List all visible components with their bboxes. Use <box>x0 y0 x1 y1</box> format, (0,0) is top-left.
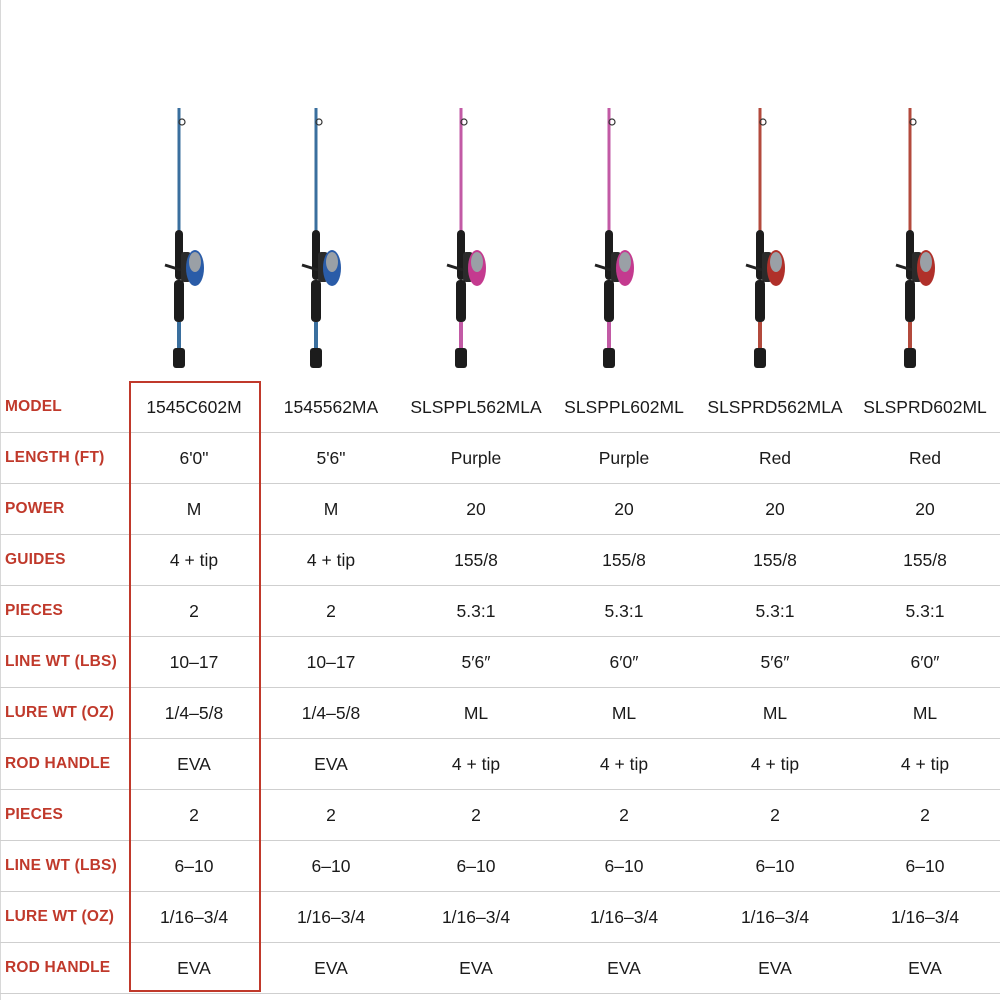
table-cell: 1/16–3/4 <box>441 906 511 927</box>
table-cell: 2 <box>619 804 629 825</box>
table-cell: EVA <box>177 957 211 978</box>
rear-grip <box>755 280 765 322</box>
table-cell: M <box>186 498 202 519</box>
butt-cap <box>603 348 615 368</box>
table-row <box>0 637 1000 688</box>
table-cell: Red <box>758 447 792 468</box>
table-cell: M <box>323 498 339 519</box>
table-cell: SLSPPL602ML <box>564 396 684 417</box>
rod-6 <box>896 108 935 368</box>
rod-5 <box>746 108 785 368</box>
table-cell: EVA <box>459 957 493 978</box>
table-cell: 1/16–3/4 <box>159 906 229 927</box>
table-cell: 1/16–3/4 <box>296 906 366 927</box>
table-row <box>0 790 1000 841</box>
table-cell: SLSPPL562MLA <box>410 396 542 417</box>
table-cell: EVA <box>607 957 641 978</box>
table-cell: 4 + tip <box>169 549 219 570</box>
table-cell: 1/16–3/4 <box>890 906 960 927</box>
table-cell: 4 + tip <box>750 753 800 774</box>
table-cell: 20 <box>466 498 486 519</box>
reel-spool <box>471 252 483 272</box>
table-cell: 6–10 <box>604 855 644 876</box>
row-label: POWER <box>5 500 65 517</box>
rod-4 <box>595 108 634 368</box>
rear-grip <box>456 280 466 322</box>
rod-1 <box>165 108 204 368</box>
table-cell: 10–17 <box>306 651 356 672</box>
table-cell: 5'6" <box>316 447 346 468</box>
rear-grip <box>604 280 614 322</box>
table-cell: 6–10 <box>905 855 945 876</box>
table-cell: ML <box>762 702 788 723</box>
table-cell: EVA <box>908 957 942 978</box>
table-cell: 5.3:1 <box>755 600 795 621</box>
table-cell: 5.3:1 <box>604 600 644 621</box>
table-row <box>0 892 1000 943</box>
reel-spool <box>770 252 782 272</box>
table-cell: ML <box>611 702 637 723</box>
table-cell: 4 + tip <box>451 753 501 774</box>
table-cell: 6′0″ <box>609 651 639 672</box>
row-label: ROD HANDLE <box>5 959 111 976</box>
table-cell: 10–17 <box>169 651 219 672</box>
table-cell: 1545562MA <box>283 396 379 417</box>
rear-grip <box>174 280 184 322</box>
table-row <box>0 535 1000 586</box>
table-cell: 155/8 <box>753 549 797 570</box>
table-row <box>0 841 1000 892</box>
table-cell: 2 <box>189 600 199 621</box>
row-label: LURE WT (OZ) <box>5 908 115 925</box>
table-cell: 4 + tip <box>900 753 950 774</box>
table-cell: SLSPRD602ML <box>863 396 987 417</box>
table-cell: 6–10 <box>456 855 496 876</box>
butt-cap <box>904 348 916 368</box>
table-cell: 2 <box>326 600 336 621</box>
row-label: ROD HANDLE <box>5 755 111 772</box>
table-cell: 1/16–3/4 <box>740 906 810 927</box>
row-label: LINE WT (LBS) <box>5 653 117 670</box>
table-cell: 5′6″ <box>461 651 491 672</box>
table-cell: 5.3:1 <box>456 600 496 621</box>
table-cell: 1545C602M <box>146 396 242 417</box>
table-cell: 4 + tip <box>599 753 649 774</box>
butt-cap <box>754 348 766 368</box>
table-cell: 1/4–5/8 <box>301 702 361 723</box>
butt-cap <box>455 348 467 368</box>
row-label: LINE WT (LBS) <box>5 857 117 874</box>
table-cell: 155/8 <box>903 549 947 570</box>
table-row <box>0 433 1000 484</box>
butt-cap <box>310 348 322 368</box>
row-label: PIECES <box>5 602 64 619</box>
rear-grip <box>905 280 915 322</box>
reel-spool <box>920 252 932 272</box>
table-cell: EVA <box>314 753 348 774</box>
table-cell: 6'0" <box>179 447 209 468</box>
table-cell: SLSPRD562MLA <box>707 396 843 417</box>
table-cell: 5′6″ <box>760 651 790 672</box>
table-cell: ML <box>463 702 489 723</box>
rod-illustrations <box>0 0 1000 382</box>
table-cell: 6–10 <box>311 855 351 876</box>
table-cell: 2 <box>471 804 481 825</box>
table-cell: 155/8 <box>602 549 646 570</box>
table-cell: 2 <box>770 804 780 825</box>
table-row <box>0 484 1000 535</box>
rod-2 <box>302 108 341 368</box>
row-label: GUIDES <box>5 551 66 568</box>
row-label: MODEL <box>5 398 62 415</box>
row-label: LENGTH (FT) <box>5 449 105 466</box>
table-cell: 6′0″ <box>910 651 940 672</box>
table-cell: EVA <box>177 753 211 774</box>
table-cell: 155/8 <box>454 549 498 570</box>
table-cell: 1/16–3/4 <box>589 906 659 927</box>
table-cell: EVA <box>314 957 348 978</box>
table-row <box>0 943 1000 994</box>
rod-3 <box>447 108 486 368</box>
rear-grip <box>311 280 321 322</box>
table-cell: 4 + tip <box>306 549 356 570</box>
table-cell: 20 <box>915 498 935 519</box>
table-cell: 1/4–5/8 <box>164 702 224 723</box>
table-cell: 20 <box>765 498 785 519</box>
rod-images <box>0 0 1000 382</box>
table-cell: Purple <box>450 447 502 468</box>
reel-spool <box>619 252 631 272</box>
butt-cap <box>173 348 185 368</box>
table-row <box>0 688 1000 739</box>
row-label: PIECES <box>5 806 64 823</box>
table-cell: 6–10 <box>174 855 214 876</box>
reel-spool <box>326 252 338 272</box>
table-row <box>0 586 1000 637</box>
table-cell: 2 <box>920 804 930 825</box>
row-label: LURE WT (OZ) <box>5 704 115 721</box>
table-cell: EVA <box>758 957 792 978</box>
table-row <box>0 739 1000 790</box>
table-cell: ML <box>912 702 938 723</box>
reel-spool <box>189 252 201 272</box>
table-cell: Purple <box>598 447 650 468</box>
table-cell: 20 <box>614 498 634 519</box>
spec-table <box>0 382 1000 994</box>
table-row <box>0 382 1000 433</box>
table-cell: Red <box>908 447 942 468</box>
table-cell: 6–10 <box>755 855 795 876</box>
table-cell: 5.3:1 <box>905 600 945 621</box>
table-cell: 2 <box>189 804 199 825</box>
table-cell: 2 <box>326 804 336 825</box>
